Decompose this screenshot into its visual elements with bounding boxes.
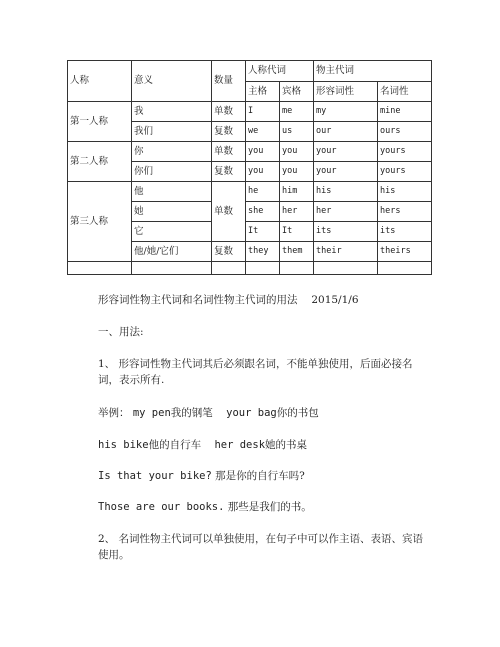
header-possessive-pronoun: 物主代词	[314, 61, 432, 82]
cell-meaning: 它	[132, 222, 212, 242]
group-first-person: 第一人称	[68, 102, 132, 142]
header-meaning: 意义	[132, 61, 212, 102]
empty-cell	[314, 262, 378, 275]
example-en: my pen	[132, 407, 171, 419]
cell-adj-possessive: their	[314, 242, 378, 262]
cell-noun-possessive: mine	[378, 102, 432, 122]
cell-meaning: 她	[132, 202, 212, 222]
example-cn: 我的钢笔	[170, 407, 213, 419]
cell-object: you	[280, 142, 314, 162]
cell-subject: you	[246, 142, 280, 162]
pronoun-table	[67, 60, 432, 275]
section-heading: 一、用法:	[98, 326, 144, 338]
example-en: Those are our books.	[98, 501, 225, 513]
cell-noun-possessive: ours	[378, 122, 432, 142]
cell-subject: I	[246, 102, 280, 122]
cell-meaning: 他/她/它们	[132, 242, 212, 262]
cell-meaning: 我	[132, 102, 212, 122]
example-cn: 你的书包	[276, 407, 319, 419]
cell-subject: It	[246, 222, 280, 242]
header-number: 数量	[212, 61, 246, 102]
empty-cell	[68, 262, 132, 275]
example-cn: 那些是我们的书。	[227, 501, 312, 513]
table-row	[68, 142, 432, 162]
cell-noun-possessive: its	[378, 222, 432, 242]
example-cn: 他的自行车	[148, 439, 202, 451]
table-empty-row	[68, 262, 432, 275]
example-en: her desk	[214, 439, 266, 451]
cell-noun-possessive: hers	[378, 202, 432, 222]
cell-number: 复数	[212, 162, 246, 182]
example-label: 举例：	[98, 407, 130, 419]
header-objective: 宾格	[280, 82, 314, 102]
cell-subject: we	[246, 122, 280, 142]
group-third-person: 第三人称	[68, 182, 132, 262]
example-en: your bag	[226, 407, 277, 419]
cell-meaning: 我们	[132, 122, 212, 142]
example-line-1	[98, 405, 428, 421]
cell-adj-possessive: his	[314, 182, 378, 202]
empty-cell	[378, 262, 432, 275]
cell-number: 单数	[212, 102, 246, 122]
header-person: 人称	[68, 61, 132, 102]
header-noun-possessive: 名词性	[378, 82, 432, 102]
group-second-person: 第二人称	[68, 142, 132, 182]
cell-adj-possessive: your	[314, 162, 378, 182]
cell-object: you	[280, 162, 314, 182]
cell-adj-possessive: our	[314, 122, 378, 142]
point-two-paragraph: 2、 名词性物主代词可以单独使用，在句子中可以作主语、表语、宾语使用。	[98, 533, 424, 561]
cell-object: me	[280, 102, 314, 122]
empty-cell	[246, 262, 280, 275]
cell-meaning: 你	[132, 142, 212, 162]
cell-subject: he	[246, 182, 280, 202]
cell-noun-possessive: his	[378, 182, 432, 202]
header-personal-pronoun: 人称代词	[246, 61, 314, 82]
cell-number: 单数	[212, 182, 246, 242]
cell-adj-possessive: its	[314, 222, 378, 242]
cell-object: her	[280, 202, 314, 222]
example-line-4	[98, 499, 428, 515]
example-line-2	[98, 437, 428, 453]
point-one-paragraph: 1、 形容词性物主代词其后必须跟名词，不能单独使用，后面必接名词，表示所有.	[98, 358, 413, 386]
example-en: Is that your bike?	[98, 470, 212, 482]
cell-noun-possessive: theirs	[378, 242, 432, 262]
header-adjective-possessive: 形容词性	[314, 82, 378, 102]
cell-adj-possessive: my	[314, 102, 378, 122]
cell-subject: she	[246, 202, 280, 222]
header-subjective: 主格	[246, 82, 280, 102]
cell-meaning: 你们	[132, 162, 212, 182]
example-cn: 她的书桌	[265, 439, 308, 451]
cell-noun-possessive: yours	[378, 142, 432, 162]
cell-number: 单数	[212, 142, 246, 162]
cell-object: It	[280, 222, 314, 242]
empty-cell	[212, 262, 246, 275]
cell-object: them	[280, 242, 314, 262]
cell-meaning: 他	[132, 182, 212, 202]
table-row	[68, 102, 432, 122]
cell-number: 复数	[212, 242, 246, 262]
empty-cell	[280, 262, 314, 275]
example-en: his bike	[98, 439, 149, 451]
table-header-row	[68, 61, 432, 82]
cell-object: him	[280, 182, 314, 202]
cell-object: us	[280, 122, 314, 142]
empty-cell	[132, 262, 212, 275]
cell-subject: they	[246, 242, 280, 262]
cell-adj-possessive: your	[314, 142, 378, 162]
cell-noun-possessive: yours	[378, 162, 432, 182]
example-line-3	[98, 468, 428, 484]
doc-title-line: 形容词性物主代词和名词性物主代词的用法 2015/1/6	[98, 294, 359, 306]
cell-subject: you	[246, 162, 280, 182]
cell-adj-possessive: her	[314, 202, 378, 222]
example-cn: 那是你的自行车吗?	[215, 470, 305, 482]
cell-number: 复数	[212, 122, 246, 142]
table-row	[68, 182, 432, 202]
